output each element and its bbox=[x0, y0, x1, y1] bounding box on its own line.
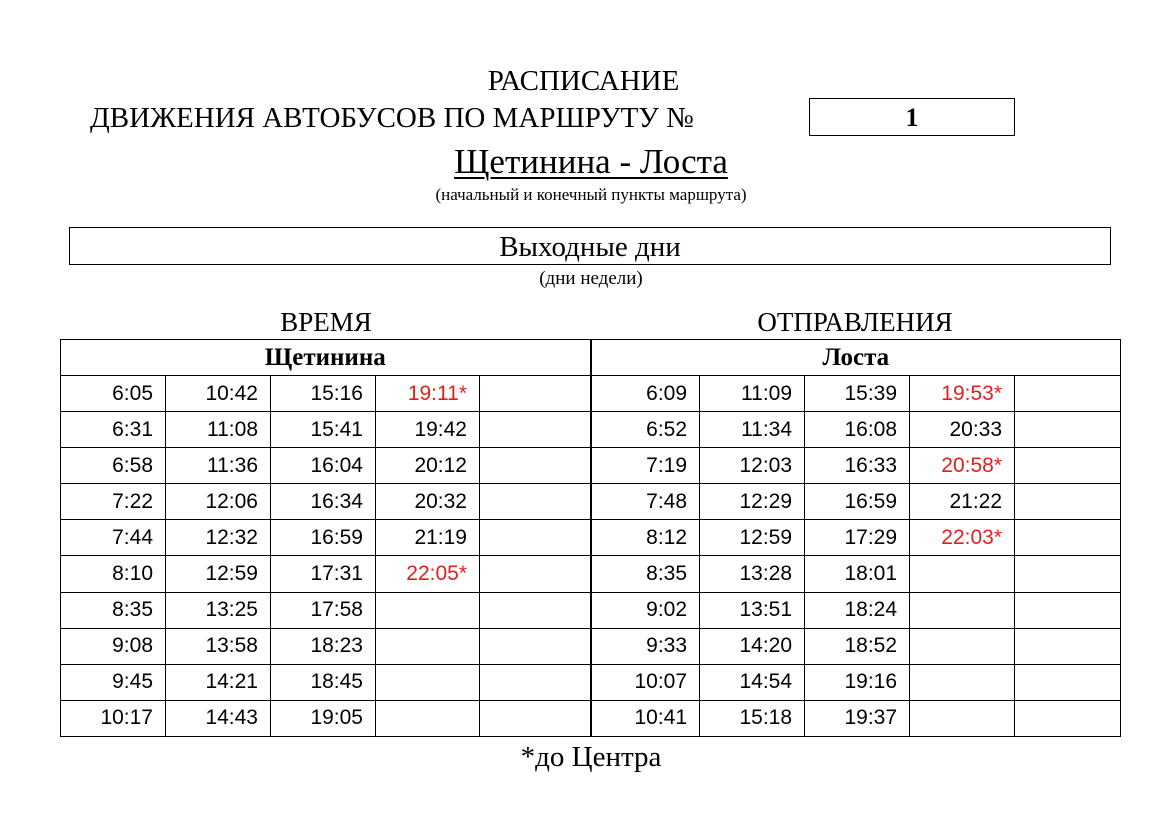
departure-time bbox=[1015, 448, 1121, 484]
departure-time bbox=[1015, 412, 1121, 448]
departure-time: 21:19 bbox=[376, 520, 480, 556]
departure-time: 19:05 bbox=[271, 700, 376, 736]
departure-time bbox=[1015, 664, 1121, 700]
route-number-box: 1 bbox=[809, 98, 1015, 136]
route-hint: (начальный и конечный пункты маршрута) bbox=[435, 185, 747, 204]
departure-time: 16:34 bbox=[271, 484, 376, 520]
departure-time: 10:41 bbox=[591, 700, 700, 736]
departure-time: 15:41 bbox=[271, 412, 376, 448]
departure-time: 14:21 bbox=[166, 664, 271, 700]
departure-time bbox=[480, 376, 591, 412]
departure-time: 17:29 bbox=[805, 520, 910, 556]
departure-time: 20:12 bbox=[376, 448, 480, 484]
departure-time: 6:58 bbox=[61, 448, 166, 484]
departure-time: 9:45 bbox=[61, 664, 166, 700]
departure-time: 16:59 bbox=[271, 520, 376, 556]
departure-time: 12:32 bbox=[166, 520, 271, 556]
departure-time bbox=[480, 520, 591, 556]
departure-time: 15:16 bbox=[271, 376, 376, 412]
departure-time bbox=[480, 700, 591, 736]
departure-time bbox=[1015, 700, 1121, 736]
departure-time: 11:09 bbox=[700, 376, 805, 412]
departure-time: 16:08 bbox=[805, 412, 910, 448]
departure-time bbox=[910, 628, 1015, 664]
departure-time: 17:58 bbox=[271, 592, 376, 628]
departure-time bbox=[480, 592, 591, 628]
departure-time bbox=[910, 592, 1015, 628]
departure-time: 6:09 bbox=[591, 376, 700, 412]
departure-time: 7:48 bbox=[591, 484, 700, 520]
departure-time: 19:16 bbox=[805, 664, 910, 700]
departure-time: 9:33 bbox=[591, 628, 700, 664]
departure-time: 15:18 bbox=[700, 700, 805, 736]
days-box: Выходные дни bbox=[69, 227, 1111, 265]
departure-time: 6:52 bbox=[591, 412, 700, 448]
table-row bbox=[61, 556, 1121, 592]
table-row bbox=[61, 520, 1121, 556]
departure-time-center: 19:11* bbox=[376, 376, 480, 412]
departure-time: 6:05 bbox=[61, 376, 166, 412]
departure-time: 12:59 bbox=[700, 520, 805, 556]
departure-time: 9:08 bbox=[61, 628, 166, 664]
departure-time-center: 22:03* bbox=[910, 520, 1015, 556]
departure-time: 7:44 bbox=[61, 520, 166, 556]
departure-time: 18:01 bbox=[805, 556, 910, 592]
departure-time bbox=[480, 556, 591, 592]
departure-time: 12:29 bbox=[700, 484, 805, 520]
departure-time bbox=[1015, 592, 1121, 628]
departure-time: 8:35 bbox=[61, 592, 166, 628]
departure-time: 17:31 bbox=[271, 556, 376, 592]
departure-time bbox=[376, 700, 480, 736]
departure-time: 15:39 bbox=[805, 376, 910, 412]
departure-time bbox=[1015, 520, 1121, 556]
stop-name: Щетинина bbox=[61, 340, 591, 376]
caption-time: ВРЕМЯ bbox=[280, 307, 372, 337]
departure-time: 18:24 bbox=[805, 592, 910, 628]
schedule-table bbox=[60, 339, 1121, 737]
days-hint: (дни недели) bbox=[539, 268, 643, 289]
departure-time: 18:52 bbox=[805, 628, 910, 664]
departure-time: 16:33 bbox=[805, 448, 910, 484]
departure-time: 13:51 bbox=[700, 592, 805, 628]
stop-name: Лоста bbox=[591, 340, 1121, 376]
departure-time: 21:22 bbox=[910, 484, 1015, 520]
departure-time: 7:22 bbox=[61, 484, 166, 520]
departure-time: 12:06 bbox=[166, 484, 271, 520]
departure-time: 12:03 bbox=[700, 448, 805, 484]
departure-time bbox=[480, 412, 591, 448]
table-row bbox=[61, 664, 1121, 700]
departure-time: 14:20 bbox=[700, 628, 805, 664]
departure-time bbox=[1015, 628, 1121, 664]
departure-time: 18:23 bbox=[271, 628, 376, 664]
departure-time: 14:43 bbox=[166, 700, 271, 736]
departure-time: 8:35 bbox=[591, 556, 700, 592]
departure-time: 6:31 bbox=[61, 412, 166, 448]
table-row bbox=[61, 448, 1121, 484]
departure-time: 10:42 bbox=[166, 376, 271, 412]
departure-time: 11:08 bbox=[166, 412, 271, 448]
departure-time: 19:37 bbox=[805, 700, 910, 736]
table-row bbox=[61, 700, 1121, 736]
departure-time-center: 22:05* bbox=[376, 556, 480, 592]
title-line2: ДВИЖЕНИЯ АВТОБУСОВ ПО МАРШРУТУ № bbox=[90, 102, 694, 134]
route-name: Щетинина - Лоста bbox=[454, 142, 728, 181]
departure-time bbox=[1015, 376, 1121, 412]
departure-time: 7:19 bbox=[591, 448, 700, 484]
departure-time: 13:58 bbox=[166, 628, 271, 664]
departure-time bbox=[376, 592, 480, 628]
departure-time: 20:32 bbox=[376, 484, 480, 520]
departure-time: 16:59 bbox=[805, 484, 910, 520]
title-line1: РАСПИСАНИЕ bbox=[487, 65, 680, 97]
departure-time bbox=[480, 628, 591, 664]
departure-time bbox=[480, 664, 591, 700]
departure-time: 12:59 bbox=[166, 556, 271, 592]
departure-time bbox=[910, 664, 1015, 700]
table-row bbox=[61, 376, 1121, 412]
table-row bbox=[61, 592, 1121, 628]
departure-time bbox=[376, 628, 480, 664]
table-row bbox=[61, 412, 1121, 448]
caption-departure: ОТПРАВЛЕНИЯ bbox=[757, 307, 953, 337]
departure-time: 13:28 bbox=[700, 556, 805, 592]
departure-time: 16:04 bbox=[271, 448, 376, 484]
table-row bbox=[61, 628, 1121, 664]
departure-time-center: 19:53* bbox=[910, 376, 1015, 412]
departure-time: 11:34 bbox=[700, 412, 805, 448]
departure-time: 13:25 bbox=[166, 592, 271, 628]
departure-time bbox=[910, 556, 1015, 592]
departure-time: 8:10 bbox=[61, 556, 166, 592]
departure-time: 9:02 bbox=[591, 592, 700, 628]
table-row bbox=[61, 484, 1121, 520]
departure-time: 10:17 bbox=[61, 700, 166, 736]
footnote: *до Центра bbox=[520, 741, 662, 773]
departure-time bbox=[1015, 484, 1121, 520]
departure-time bbox=[480, 448, 591, 484]
departure-time: 11:36 bbox=[166, 448, 271, 484]
departure-time: 18:45 bbox=[271, 664, 376, 700]
departure-time: 19:42 bbox=[376, 412, 480, 448]
departure-time-center: 20:58* bbox=[910, 448, 1015, 484]
departure-time bbox=[480, 484, 591, 520]
stop-header-row bbox=[61, 340, 1121, 376]
departure-time: 10:07 bbox=[591, 664, 700, 700]
departure-time bbox=[1015, 556, 1121, 592]
departure-time: 8:12 bbox=[591, 520, 700, 556]
departure-time: 14:54 bbox=[700, 664, 805, 700]
departure-time bbox=[376, 664, 480, 700]
departure-time: 20:33 bbox=[910, 412, 1015, 448]
departure-time bbox=[910, 700, 1015, 736]
